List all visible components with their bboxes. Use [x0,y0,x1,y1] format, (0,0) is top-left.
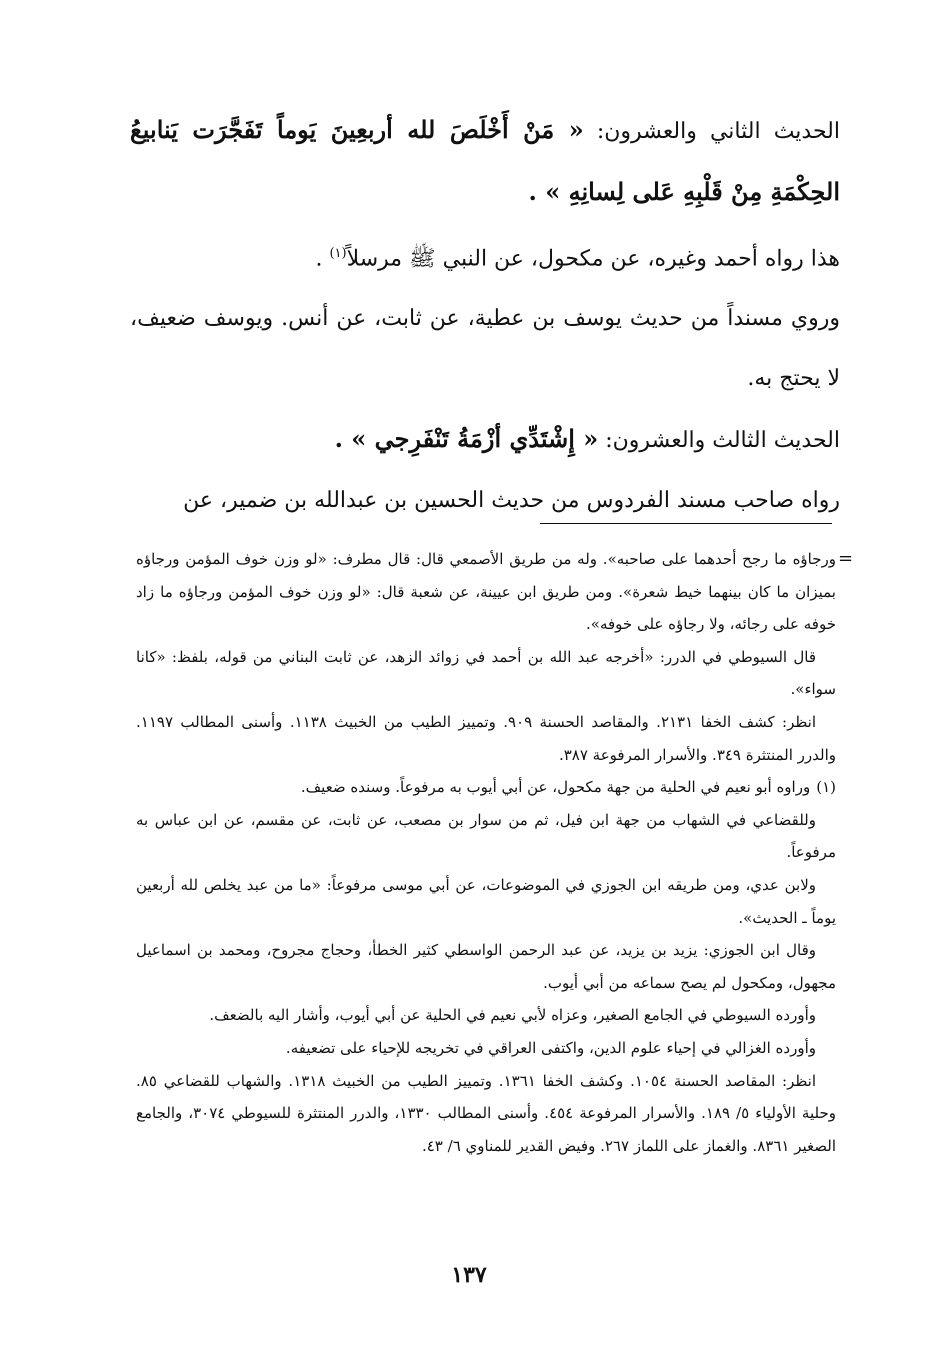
narration-end: . [315,246,330,272]
footnote-text: وراوه أبو نعيم في الحلية من جهة مكحول، عن أبي أيوب به مرفوعاً. وسنده ضعيف. [300,778,811,797]
page-number: ١٣٧ [451,1262,487,1288]
main-text [130,100,840,531]
paragraph-musnad: وروي مسنداً من حديث يوسف بن عطية، عن ثابت، عن أنس. ويوسف ضعيف، لا يحتج به. [130,306,840,392]
footnote-line: ولابن عدي، ومن طريقه ابن الجوزي في الموضوعات، عن أبي موسى مرفوعاً: «ما من عبد يخلص لله أربعين يوماً ـ الحديث». [136,875,836,927]
paragraph-riwayah: رواه صاحب مسند الفردوس من حديث الحسين بن عبدالله بن ضمير، عن [183,488,840,514]
paragraph-hadith-23 [130,409,840,471]
hadith-text: « إِشْتَدِّي أزْمَةُ تَنْفَرِجي » . [334,424,599,454]
hadith-label: الحديث الثالث والعشرون: [598,428,840,454]
footnote-line: وقال ابن الجوزي: يزيد بن يزيد، عن عبد الرحمن الواسطي كثير الخطأ، وحجاج مجروح، ومحمد بن اسماعيل مجهول، ومكحول لم يصح سماعه من أبي أيوب. [136,941,836,992]
hadith-text: « مَنْ أَخْلَصَ لله أربعِينَ يَوماً تَفَجَّرَت يَنابيعُ الحِكْمَةِ مِنْ قَلْبِهِ عَلى لِسانِهِ » . [130,115,840,206]
footnote-line: وأورده السيوطي في الجامع الصغير، وعزاه لأبي نعيم في الحلية عن أبي أيوب، وأشار اليه بالضعف. [209,1006,816,1025]
footnote-line: قال السيوطي في الدرر: «أخرجه عبد الله بن أحمد في زوائد الزهد، عن ثابت البناني من قوله، بلفظ: «كانا سواء». [136,647,836,699]
footnote-separator [540,523,832,524]
footnote-ref[interactable]: (١) [329,246,347,261]
footnote-line: وللقضاعي في الشهاب من جهة ابن فيل، ثم من سوار بن مصعب، عن ثابت، عن مقسم، عن ابن عباس به مرفوعاً. [136,810,836,862]
footnotes [136,543,836,1162]
continuation-mark: = [838,548,854,569]
paragraph-hadith-22 [130,100,840,224]
footnote-line: ورجاؤه ما رجح أحدهما على صاحبه». وله من طريق الأصمعي قال: قال مطرف: «لو وزن خوف المؤمن ورجاؤه بميزان ما كان بينهما خيط شعرة». ومن طريق ابن عيينة، عن شعبة قال: «لو وزن خوف المؤمن ورجاؤه ما زاد خوفه على رجائه، ولا رجاؤه على خوفه». [136,550,836,634]
footnote-number: (١) [816,778,836,797]
paragraph-narration [130,224,840,289]
footnote-line: وأورده الغزالي في إحياء علوم الدين، واكتفى العراقي في تخريجه للإحياء على تضعيفه. [285,1038,816,1057]
footnote-line: انظر: المقاصد الحسنة ١٠٥٤. وكشف الخفا ١٣٦١. وتمييز الطيب من الخبيث ١٣١٨. والشهاب للقضاعي ٨٥. وحلية الأولياء ٥/ ١٨٩. والأسرار المرفوعة ٤٥٤. وأسنى المطالب ١٣٣٠، والدرر المنتثرة للسيوطي ٣٠٧٤، والجامع الصغير ٨٣٦١. والغماز على اللماز ٢٦٧. وفيض القدير للمناوي ٦/ ٤٣. [136,1071,836,1155]
footnote-1 [136,771,836,804]
footnote-line: انظر: كشف الخفا ٢١٣١. والمقاصد الحسنة ٩٠٩. وتمييز الطيب من الخبيث ١١٣٨. وأسنى المطالب ١١٩٧. والدرر المنتثرة ٣٤٩. والأسرار المرفوعة ٣٨٧. [136,712,836,764]
hadith-label: الحديث الثاني والعشرون: [583,119,840,144]
narration-text: هذا رواه أحمد وغيره، عن مكحول، عن النبي ﷺ مرسلاً [346,246,840,272]
